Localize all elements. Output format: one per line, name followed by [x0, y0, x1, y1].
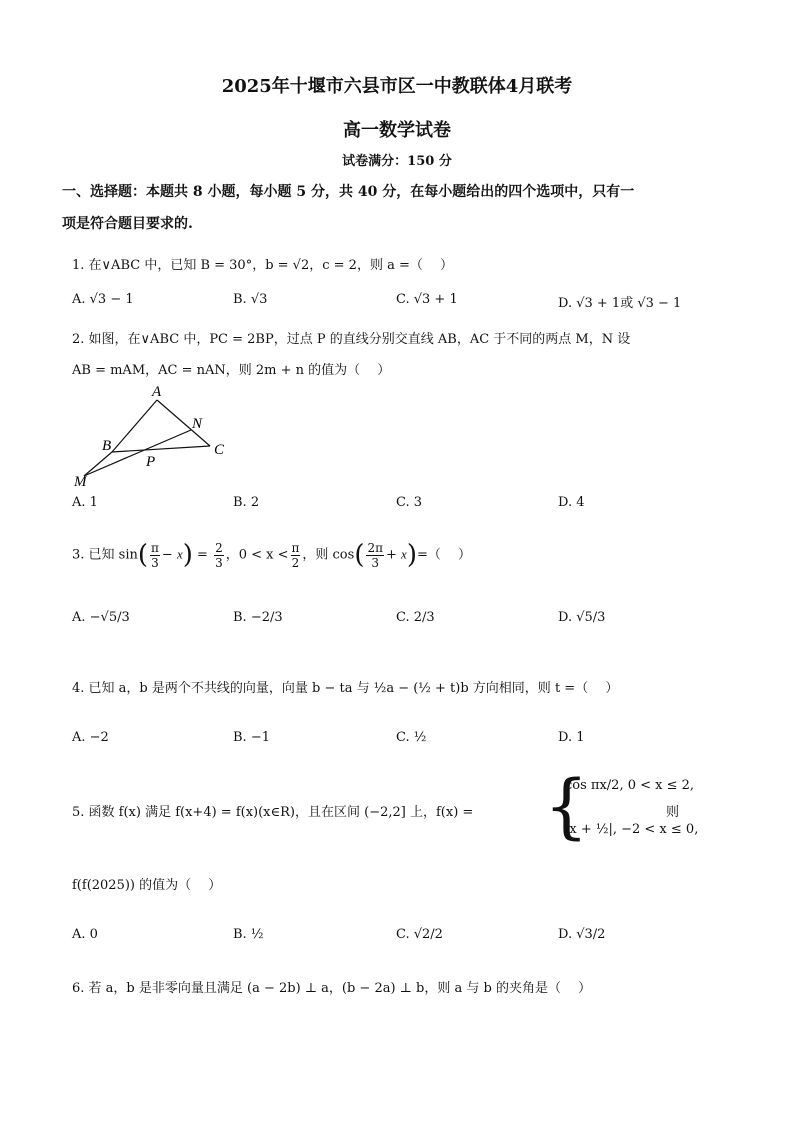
question-6: 6. 若 a，b 是非零向量且满足 (a − 2b) ⊥ a，(b − 2a) ⊥ b，则 a 与 b 的夹角是（ ） [72, 981, 592, 996]
label-C: C [214, 442, 225, 458]
q3-option-a: A. −√5/3 [72, 610, 130, 625]
label-N: N [192, 416, 203, 432]
q1-option-b: B. √3 [233, 292, 268, 307]
question-3: 3. 已知 sin( $\frac{\pi}{3}$ − x) = $\frac{2}{3}$ ，0 < x < $\frac{\pi}{2}$ ，则 cos( $\frac{2\pi}{3}$ + x)=（ ） [72, 540, 471, 570]
question-2-line-2: AB = mAM，AC = nAN，则 2m + n 的值为（ ） [72, 363, 391, 378]
label-B: B [102, 438, 112, 454]
q5-option-b: B. ½ [233, 927, 264, 942]
question-2-line-1: 2. 如图，在∨ABC 中，PC = 2BP，过点 P 的直线分别交直线 AB，AC 于不同的两点 M，N 设 [72, 332, 631, 347]
label-P: P [146, 454, 156, 470]
q4-option-a: A. −2 [72, 730, 109, 745]
section-line-2: 项是符合题目要求的. [62, 216, 193, 232]
piecewise-case-1: cos πx/2, 0 < x ≤ 2, [565, 778, 695, 793]
q5-option-c: C. √2/2 [396, 927, 443, 942]
q4-option-d: D. 1 [558, 730, 585, 745]
q5-then: 则 [666, 805, 680, 820]
q5-option-d: D. √3/2 [558, 927, 606, 942]
exam-score: 试卷满分：150 分 [342, 154, 452, 169]
q2-option-a: A. 1 [72, 495, 98, 510]
section-line-1: 一、选择题：本题共 8 小题，每小题 5 分，共 40 分，在每小题给出的四个选项中，只有一 [62, 184, 635, 200]
question-5-line-1: 5. 函数 f(x) 满足 f(x+4) = f(x)(x∈R)，且在区间 (−2,2] 上，f(x) = [72, 805, 474, 820]
piecewise-brace: { [544, 765, 589, 847]
question-1: 1. 在∨ABC 中，已知 B = 30°，b = √2，c = 2，则 a =（ ） [72, 258, 453, 273]
q1-option-a: A. √3 − 1 [72, 292, 134, 307]
q3-option-c: C. 2/3 [396, 610, 435, 625]
q4-option-c: C. ½ [396, 730, 427, 745]
q5-option-a: A. 0 [72, 927, 98, 942]
question-4: 4. 已知 a，b 是两个不共线的向量，向量 b − ta 与 ½a − (½ + t)b 方向相同，则 t =（ ） [72, 681, 619, 696]
label-M: M [74, 474, 87, 490]
q4-option-b: B. −1 [233, 730, 270, 745]
q1-option-c: C. √3 + 1 [396, 292, 458, 307]
q3-option-d: D. √5/3 [558, 610, 606, 625]
exam-subtitle: 高一数学试卷 [343, 120, 451, 141]
question-5-line-2: f(f(2025)) 的值为（ ） [72, 878, 222, 893]
piecewise-case-2: |x + ½|, −2 < x ≤ 0, [565, 822, 699, 837]
label-A: A [152, 384, 162, 400]
q2-option-d: D. 4 [558, 495, 585, 510]
q3-option-b: B. −2/3 [233, 610, 283, 625]
section-heading [62, 176, 732, 240]
triangle-figure [70, 380, 240, 490]
exam-title: 2025年十堰市六县市区一中教联体4月联考 [221, 76, 573, 97]
q1-option-d: D. √3 + 1或 √3 − 1 [558, 296, 682, 311]
q2-option-b: B. 2 [233, 495, 260, 510]
q2-option-c: C. 3 [396, 495, 423, 510]
